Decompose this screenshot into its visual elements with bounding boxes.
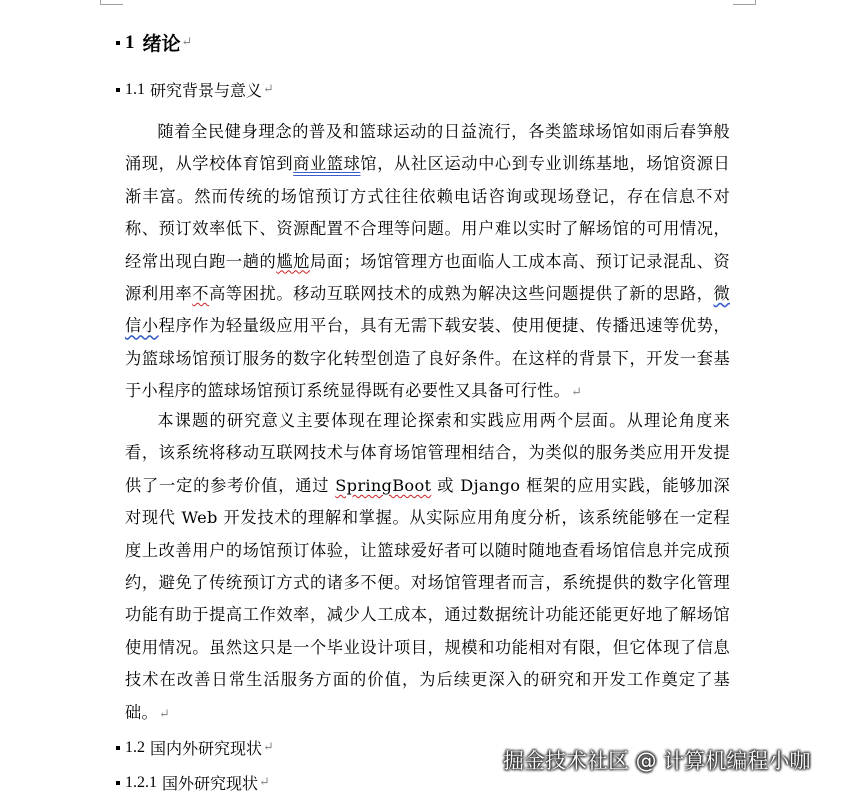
heading-number: 1 <box>125 31 135 53</box>
heading-title: 绪论 <box>142 33 181 55</box>
page-corner-marker-left <box>100 0 123 5</box>
heading-number: 1.1 <box>125 80 145 98</box>
heading-title: 研究背景与意义 <box>150 81 263 100</box>
heading-number: 1.2.1 <box>125 773 157 791</box>
text-run: 馆，从社区运动中心到专业训练基地，场馆资源日渐丰富。然而传统的场馆预订方式往往依赖电话咨询或现场登记，存在信息不对称、预订效率低下、资源配置不合理等问题。用户难以实时了解场馆的可用情况，经常出现白跑一趟的 <box>125 154 731 271</box>
paragraph-mark-icon: ↵ <box>259 775 270 790</box>
heading-bullet-icon <box>116 88 120 92</box>
paragraph-mark-icon: ↵ <box>181 35 193 50</box>
spelling-flag-text[interactable]: 尴尬 <box>276 251 310 271</box>
grammar-flag-text[interactable]: 微信小 <box>125 284 731 336</box>
paragraph-mark-icon: ↵ <box>263 82 274 97</box>
text-run: 随着全民健身理念的普及和篮球运动的日益流行，各类篮球场馆如雨后春笋般涌现，从学校体育馆到 <box>125 122 730 174</box>
body-paragraph-background[interactable] <box>125 116 730 410</box>
text-run: 局面；场馆管理方也面临人工成本高、预订记录混乱、资源利用率 <box>125 251 730 304</box>
page-corner-marker-right <box>733 0 756 5</box>
paragraph-mark-icon: ↵ <box>571 385 583 401</box>
heading-title: 国内外研究现状 <box>150 739 263 758</box>
heading-1-2-1[interactable] <box>116 771 270 794</box>
heading-1[interactable] <box>116 29 192 56</box>
heading-bullet-icon <box>116 41 120 45</box>
body-paragraph-significance[interactable] <box>125 405 730 731</box>
heading-1-1[interactable] <box>116 78 274 101</box>
heading-bullet-icon <box>116 746 120 750</box>
heading-title: 国外研究现状 <box>162 774 259 793</box>
heading-number: 1.2 <box>125 738 145 756</box>
heading-bullet-icon <box>116 781 120 785</box>
text-run: 程序作为轻量级应用平台，具有无需下载安装、使用便捷、传播迅速等优势，为篮球场馆预订服务的数字化转型创造了良好条件。在这样的背景下，开发一套基于小程序的篮球场馆预订系统显得既有必要性又具备可行性。 <box>125 316 730 401</box>
paragraph-mark-icon: ↵ <box>263 740 274 755</box>
spelling-flag-text[interactable]: SpringBoot <box>335 475 432 495</box>
spelling-flag-text[interactable]: 不 <box>192 284 210 304</box>
text-run: 或 Django 框架的应用实践，能够加深对现代 Web 开发技术的理解和掌握。从实际应用角度分析，该系统能够在一定程度上改善用户的场馆预订体验，让篮球爱好者可以随时随地查看场馆信息并完成预约，避免了传统预订方式的诸多不便。对场馆管理者而言，系统提供的数字化管理功能有助于提高工作效率，减少人工成本，通过数据统计功能还能更好地了解场馆使用情况。虽然这只是一个毕业设计项目，规模和功能相对有限，但它体现了信息技术在改善日常生活服务方面的价值，为后续更深入的研究和开发工作奠定了基础。 <box>125 475 731 722</box>
watermark: 掘金技术社区 @ 计算机编程小咖 <box>503 749 811 773</box>
text-run: 高等困扰。移动互联网技术的成熟为解决这些问题提供了新的思路， <box>209 284 714 304</box>
paragraph-mark-icon: ↵ <box>158 706 171 722</box>
grammar-flag-text[interactable]: 商业篮球 <box>293 154 361 174</box>
heading-1-2[interactable] <box>116 736 274 759</box>
text-run: 本课题的研究意义主要体现在理论探索和实践应用两个层面。从理论角度来看，该系统将移动互联网技术与体育场馆管理相结合，为类似的服务类应用开发提供了一定的参考价值，通过 <box>125 411 730 495</box>
